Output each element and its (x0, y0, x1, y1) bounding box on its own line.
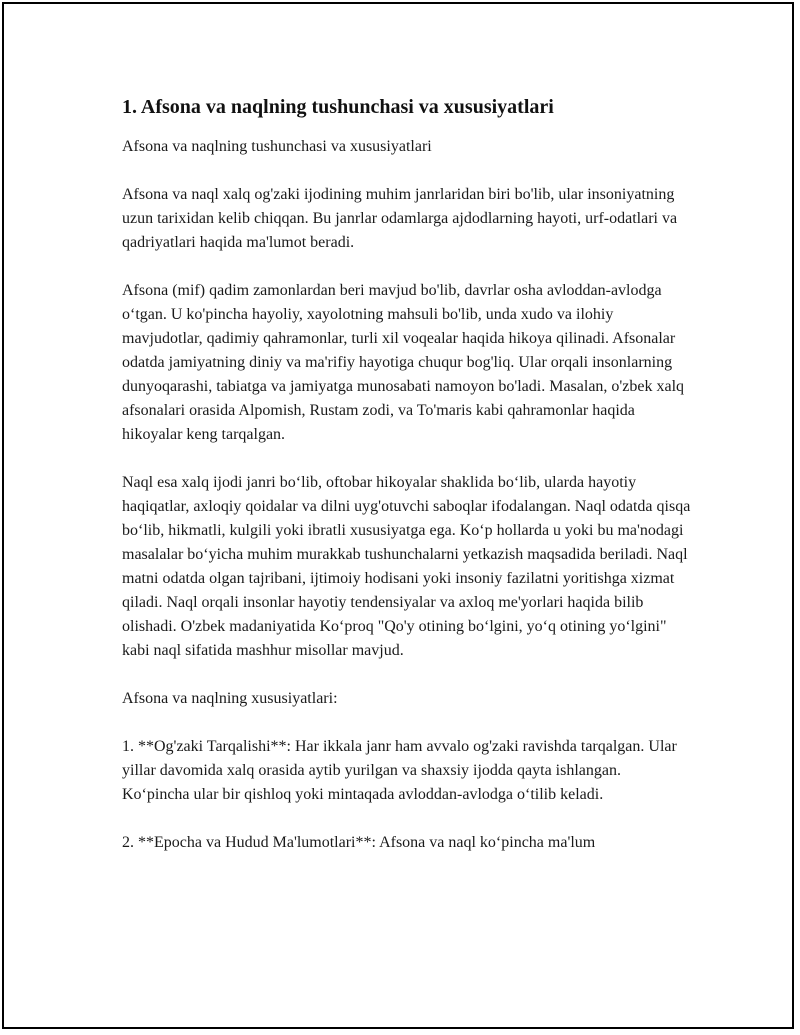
intro-paragraph: Afsona va naql xalq og'zaki ijodining muhim janrlaridan biri bo'lib, ular insoniyatning uzun tarixidan kelib chiqqan. Bu janrlar odamlarga ajdodlarning hayoti, urf-odatlari va qadriyatlari haqida ma'lumot beradi. (122, 186, 678, 251)
document-body (122, 94, 692, 879)
afsona-paragraph: Afsona (mif) qadim zamonlardan beri mavjud bo'lib, davrlar osha avloddan-avlodga o‘tgan. U ko'pincha hayoliy, xayolotning mahsuli bo'lib, unda xudo va ilohiy mavjudotlar, qadimiy qahramonlar, turli xil voqealar haqida hikoya qilinadi. Afsonalar odatda jamiyatning diniy va ma'rifiy hayotiga chuqur bog'liq. Ular orqali insonlarning dunyoqarashi, tabiatga va jamiyatga munosabati namoyon bo'ladi. Masalan, o'zbek xalq afsonalari orasida Alpomish, Rustam zodi, va To'maris kabi qahramonlar haqida hikoyalar keng tarqalgan. (122, 282, 685, 443)
features-heading-paragraph: Afsona va naqlning xususiyatlari: (122, 690, 338, 707)
naql-paragraph: Naql esa xalq ijodi janri bo‘lib, oftobar hikoyalar shaklida bo‘lib, ularda hayotiy haqiqatlar, axloqiy qoidalar va dilni uyg'otuvchi saboqlar ifodalangan. Naql odatda qisqa bo‘lib, hikmatli, kulgili yoki ibratli xususiyatga ega. Ko‘p hollarda u yoki bu ma'nodagi masalalar bo‘yicha muhim murakkab tushunchalarni yetkazish maqsadida beriladi. Naql matni odatda olgan tajribani, ijtimoiy hodisani yoki insoniy fazilatni yoritishga xizmat qiladi. Naql orqali insonlar hayotiy tendensiyalar va axloq me'yorlari haqida bilib olishadi. O'zbek madaniyatida Ko‘proq "Qo'y otining bo‘lgini, yo‘q otining yo‘lgini" kabi naql sifatida mashhur misollar mavjud. (122, 474, 691, 659)
feature-item-1: 1. **Og'zaki Tarqalishi**: Har ikkala janr ham avvalo og'zaki ravishda tarqalgan. Ular yillar davomida xalq orasida aytib yurilgan va shaxsiy ijodda qayta ishlangan. Ko‘pincha ular bir qishloq yoki mintaqada avloddan-avlodga o‘tilib keladi. (122, 738, 677, 803)
page-title: 1. Afsona va naqlning tushunchasi va xususiyatlari (122, 96, 554, 118)
feature-item-2: 2. **Epocha va Hudud Ma'lumotlari**: Afsona va naql ko‘pincha ma'lum (122, 834, 596, 851)
page-frame (2, 2, 794, 1029)
subtitle-paragraph: Afsona va naqlning tushunchasi va xususiyatlari (122, 138, 432, 155)
